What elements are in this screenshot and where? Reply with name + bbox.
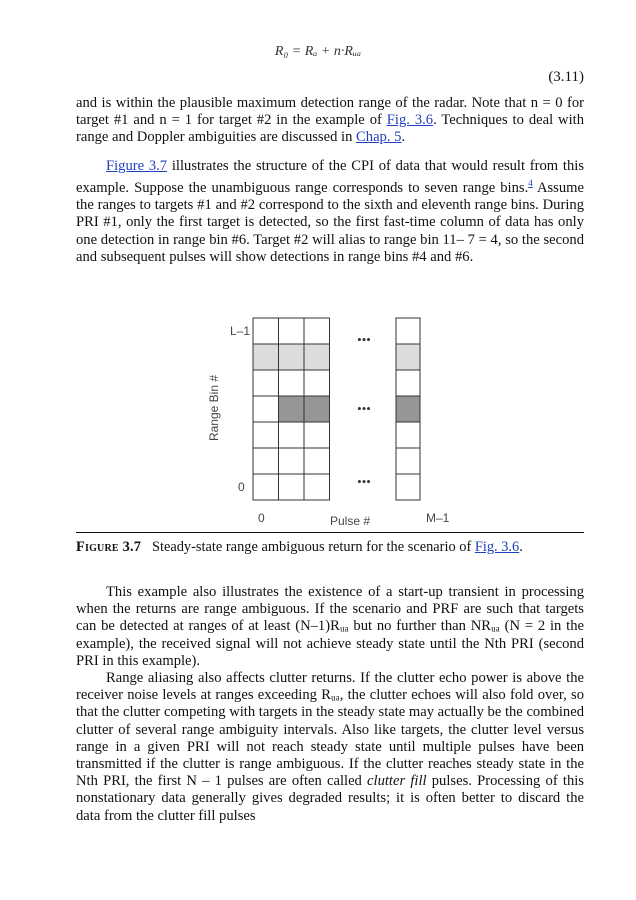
range-bin-figure (0, 310, 636, 530)
range-bin-cell (279, 422, 305, 448)
chap-5-link[interactable]: Chap. 5 (356, 129, 402, 146)
range-bin-cell (253, 370, 279, 396)
paragraph-2: Figure 3.7 illustrates the structure of the CPI of data that would result from this example. Suppose the unambiguous range corresponds to seven range bins.$^4$ Assume the ranges to targets #1 and #2 correspond to the sixth and eleventh range bins. During PRI #1, only the first target is detected, so the first fast-time column of data has only one detection in range bin #6. Target #2 will alias to range bin 11– 7 = 4, so the second and subsequent pulses will show detections in range bins #4 and #6. (76, 158, 584, 265)
equation-number: (3.11) (548, 69, 584, 85)
range-bin-cell (396, 370, 420, 396)
paragraph-3: This example also illustrates the existence of a start-up transient in processing when the returns are range ambiguous. If the scenario and PRF are such that targets can be detected at ranges of at least (N–1)Rᵤₐ but no further than NRᵤₐ (N = 2 in the example), the received signal will not achieve steady state until the Nth PRI (second PRI in this example). (76, 584, 584, 669)
range-bin-cell (304, 396, 330, 422)
ellipsis-middle: ••• (357, 401, 371, 416)
range-bin-cell (279, 448, 305, 474)
range-bin-cell (279, 344, 305, 370)
range-bin-cell (253, 448, 279, 474)
pulse-grid-right (396, 318, 420, 500)
range-bin-cell (396, 344, 420, 370)
pulse-grid-left (253, 318, 330, 500)
x-center-label: Pulse # (329, 514, 371, 528)
range-bin-cell (253, 344, 279, 370)
x-right-label: M–1 (426, 511, 450, 525)
range-bin-cell (279, 474, 305, 500)
range-bin-cell (396, 448, 420, 474)
range-bin-cell (304, 448, 330, 474)
paragraph-4: Range aliasing also affects clutter returns. If the clutter echo power is above the receiver noise levels at ranges exceeding Rᵤₐ, the clutter echoes will also fold over, so that the clutter competing with targets in the steady state may actually be the combined clutter of several range ambiguity intervals. Also like targets, the clutter level versus range in a given PRI will not reach steady state until multiple pulses have been transmitted if the clutter is range ambiguous. If the clutter reaches steady state in the Nth PRI, the first N – 1 pulses are often called clutter fill pulses. Processing of this nonstationary data generally gives degraded results; it is often better to discard the data from the clutter fill pulses (76, 670, 584, 824)
range-bin-cell (396, 422, 420, 448)
equation: R₀ = Rₐ + n·Rᵤₐ (274, 44, 362, 59)
range-bin-cell (304, 344, 330, 370)
range-bin-cell (279, 318, 305, 344)
footnote-4-link[interactable]: 4 (528, 178, 533, 189)
ellipsis-bottom: ••• (357, 474, 371, 489)
paragraph-1: and is within the plausible maximum detection range of the radar. Note that n = 0 for target #1 and n = 1 for target #2 in the example of Fig. 3.6. Techniques to deal with range and Doppler ambiguities are discussed in Chap. 5. (76, 95, 584, 146)
range-bin-cell (396, 396, 420, 422)
range-bin-cell (396, 474, 420, 500)
range-bin-cell (253, 474, 279, 500)
range-bin-cell (304, 318, 330, 344)
range-bin-cell (253, 318, 279, 344)
range-bin-cell (253, 422, 279, 448)
y-bottom-label: 0 (238, 480, 245, 494)
ellipsis-top: ••• (357, 332, 371, 347)
range-bin-cell (396, 318, 420, 344)
figure-3-7-link[interactable]: Figure 3.7 (106, 158, 168, 174)
range-bin-cell (304, 422, 330, 448)
range-bin-cell (279, 370, 305, 396)
figure-caption: Figure 3.7 Steady-state range ambiguous return for the scenario of Fig. 3.6. (76, 532, 584, 556)
y-top-label: L–1 (230, 324, 251, 338)
range-bin-cell (279, 396, 305, 422)
caption-fig-3-6-link[interactable]: Fig. 3.6 (474, 539, 520, 555)
x-left-label: 0 (258, 511, 265, 525)
range-bin-cell (253, 396, 279, 422)
range-bin-cell (304, 474, 330, 500)
y-axis-label: Range Bin # (207, 374, 221, 442)
fig-3-6-link[interactable]: Fig. 3.6 (386, 112, 434, 129)
range-bin-cell (304, 370, 330, 396)
